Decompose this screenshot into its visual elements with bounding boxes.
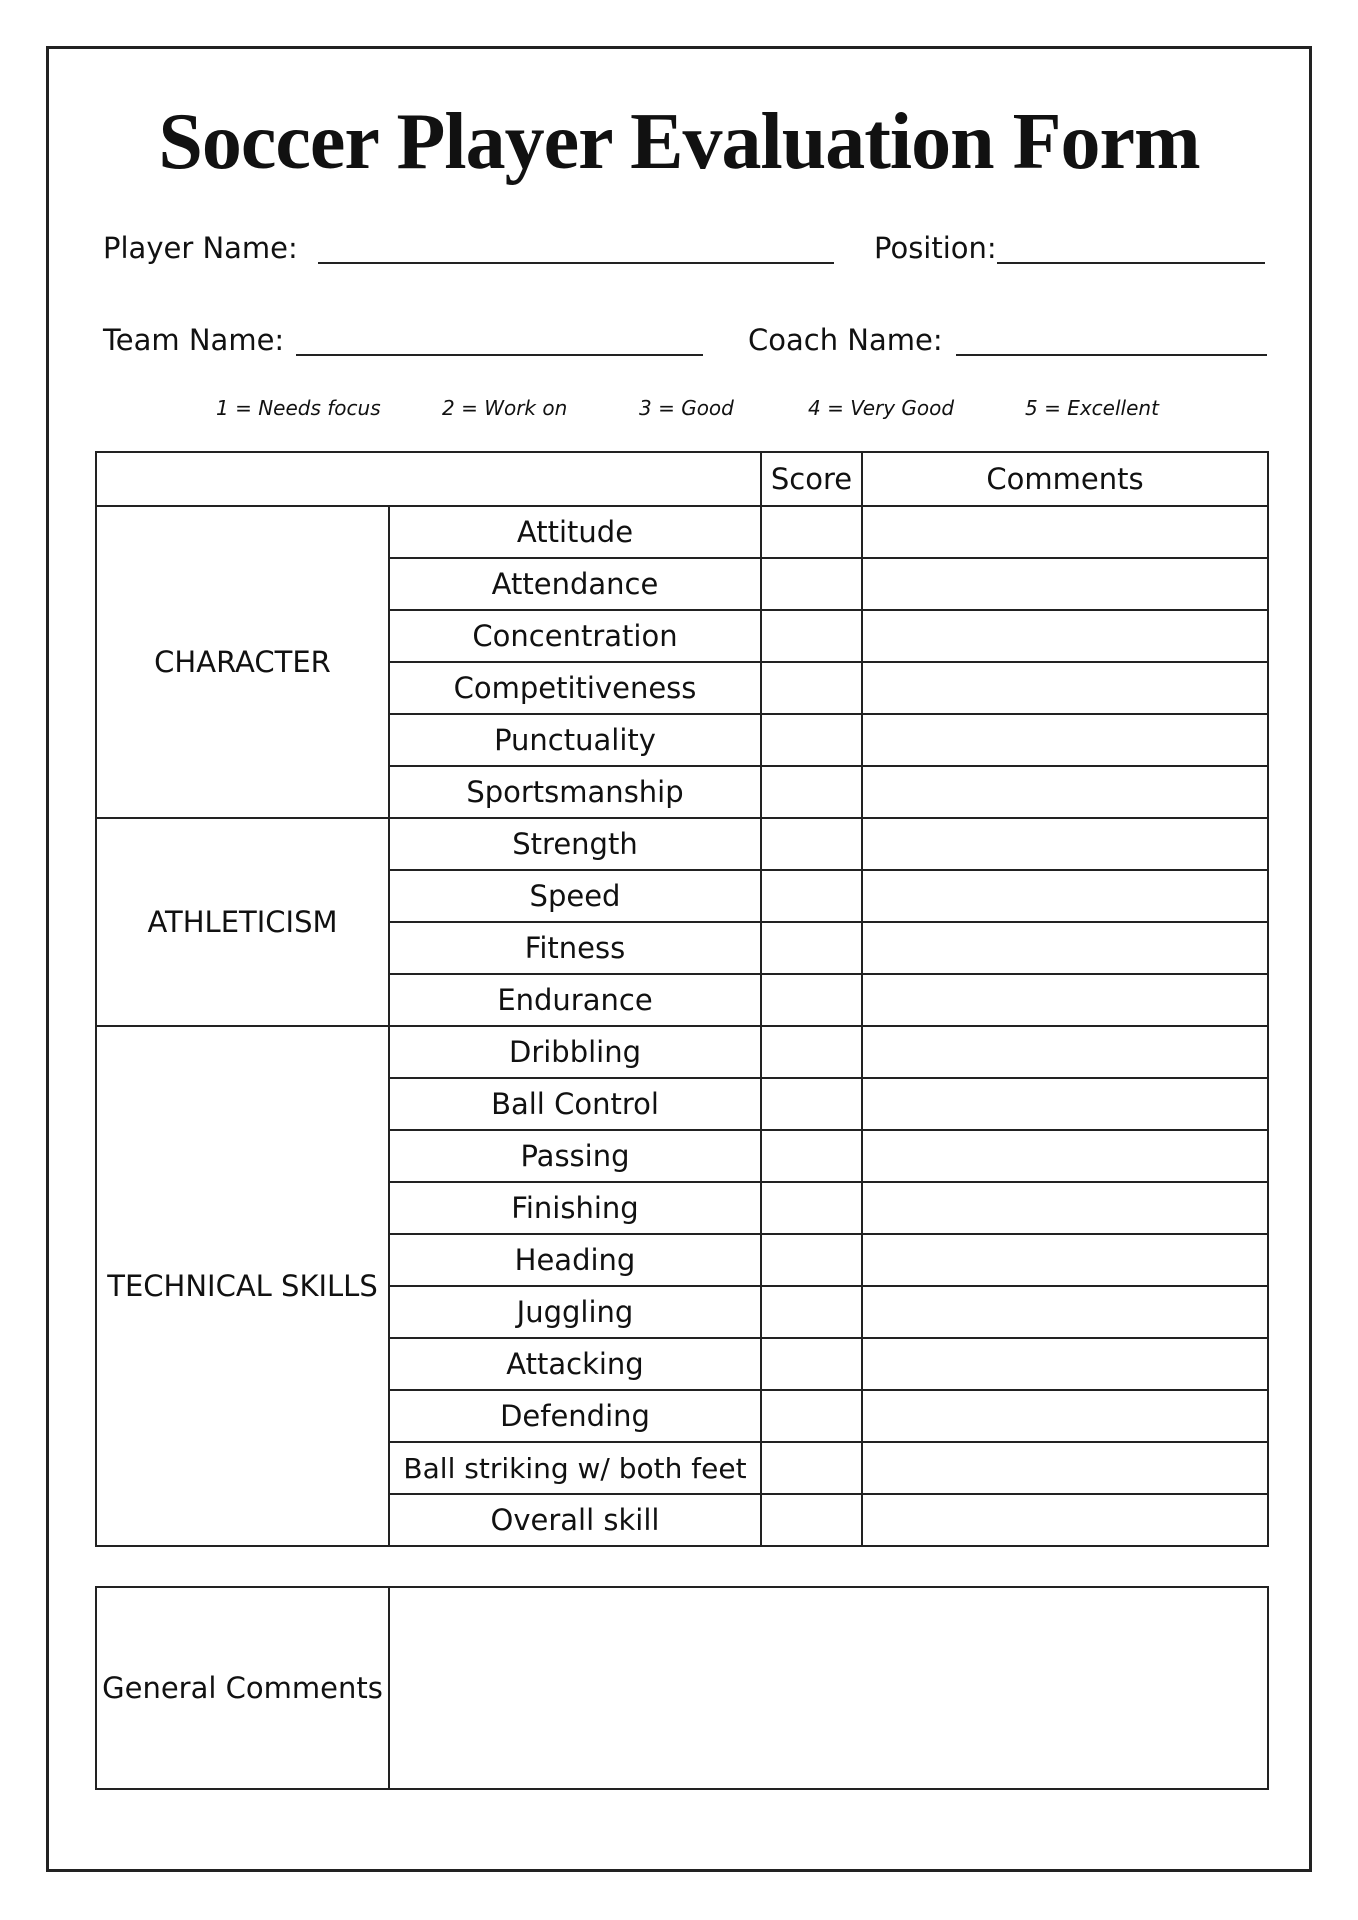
skill-label: Ball Control bbox=[389, 1078, 761, 1130]
score-cell[interactable] bbox=[761, 1078, 862, 1130]
legend-item: 2 = Work on bbox=[442, 396, 568, 420]
skill-label: Juggling bbox=[389, 1286, 761, 1338]
score-cell[interactable] bbox=[761, 870, 862, 922]
comments-cell[interactable] bbox=[862, 506, 1268, 558]
table-row bbox=[96, 1026, 1268, 1078]
comments-cell[interactable] bbox=[862, 1026, 1268, 1078]
score-cell[interactable] bbox=[761, 506, 862, 558]
skill-label: Dribbling bbox=[389, 1026, 761, 1078]
skill-label: Heading bbox=[389, 1234, 761, 1286]
team-name-field[interactable] bbox=[296, 354, 703, 356]
skill-label: Finishing bbox=[389, 1182, 761, 1234]
coach-name-label: Coach Name: bbox=[748, 323, 943, 357]
skill-label: Strength bbox=[389, 818, 761, 870]
skill-label: Fitness bbox=[389, 922, 761, 974]
score-cell[interactable] bbox=[761, 1182, 862, 1234]
general-comments-label: General Comments bbox=[96, 1587, 389, 1789]
skill-label: Attitude bbox=[389, 506, 761, 558]
skill-label: Passing bbox=[389, 1130, 761, 1182]
comments-cell[interactable] bbox=[862, 1286, 1268, 1338]
position-field[interactable] bbox=[997, 262, 1265, 264]
category-character: CHARACTER bbox=[96, 506, 389, 818]
comments-cell[interactable] bbox=[862, 1130, 1268, 1182]
legend-item: 3 = Good bbox=[639, 396, 734, 420]
score-cell[interactable] bbox=[761, 1442, 862, 1494]
comments-cell[interactable] bbox=[862, 766, 1268, 818]
skill-label: Endurance bbox=[389, 974, 761, 1026]
comments-cell[interactable] bbox=[862, 1234, 1268, 1286]
skill-label: Speed bbox=[389, 870, 761, 922]
comments-cell[interactable] bbox=[862, 662, 1268, 714]
comments-cell[interactable] bbox=[862, 1494, 1268, 1546]
score-cell[interactable] bbox=[761, 818, 862, 870]
coach-name-field[interactable] bbox=[956, 354, 1267, 356]
score-header: Score bbox=[761, 452, 862, 506]
skill-label: Concentration bbox=[389, 610, 761, 662]
skill-label: Overall skill bbox=[389, 1494, 761, 1546]
evaluation-table bbox=[95, 451, 1269, 1547]
general-comments-box[interactable] bbox=[389, 1587, 1268, 1789]
score-cell[interactable] bbox=[761, 714, 862, 766]
table-row bbox=[96, 506, 1268, 558]
category-athleticism: ATHLETICISM bbox=[96, 818, 389, 1026]
category-technical-skills: TECHNICAL SKILLS bbox=[96, 1026, 389, 1546]
player-name-field[interactable] bbox=[318, 262, 834, 264]
score-cell[interactable] bbox=[761, 1130, 862, 1182]
score-cell[interactable] bbox=[761, 922, 862, 974]
form-title: Soccer Player Evaluation Form bbox=[158, 98, 1200, 186]
skill-label: Ball striking w/ both feet bbox=[389, 1442, 761, 1494]
comments-cell[interactable] bbox=[862, 1338, 1268, 1390]
comments-cell[interactable] bbox=[862, 922, 1268, 974]
score-cell[interactable] bbox=[761, 662, 862, 714]
score-cell[interactable] bbox=[761, 1286, 862, 1338]
legend-item: 5 = Excellent bbox=[1025, 396, 1159, 420]
comments-cell[interactable] bbox=[862, 558, 1268, 610]
score-cell[interactable] bbox=[761, 558, 862, 610]
comments-header: Comments bbox=[862, 452, 1268, 506]
header-blank-cell bbox=[96, 452, 761, 506]
score-cell[interactable] bbox=[761, 1234, 862, 1286]
skill-label: Attacking bbox=[389, 1338, 761, 1390]
table-header-row bbox=[96, 452, 1268, 506]
comments-cell[interactable] bbox=[862, 1442, 1268, 1494]
general-comments-table bbox=[95, 1586, 1269, 1790]
legend-item: 1 = Needs focus bbox=[216, 396, 381, 420]
comments-cell[interactable] bbox=[862, 1078, 1268, 1130]
comments-cell[interactable] bbox=[862, 1390, 1268, 1442]
score-cell[interactable] bbox=[761, 974, 862, 1026]
score-cell[interactable] bbox=[761, 610, 862, 662]
score-cell[interactable] bbox=[761, 1494, 862, 1546]
comments-cell[interactable] bbox=[862, 818, 1268, 870]
score-cell[interactable] bbox=[761, 1390, 862, 1442]
skill-label: Competitiveness bbox=[389, 662, 761, 714]
skill-label: Sportsmanship bbox=[389, 766, 761, 818]
score-cell[interactable] bbox=[761, 1338, 862, 1390]
comments-cell[interactable] bbox=[862, 974, 1268, 1026]
position-label: Position: bbox=[874, 231, 997, 265]
team-name-label: Team Name: bbox=[103, 323, 285, 357]
skill-label: Defending bbox=[389, 1390, 761, 1442]
comments-cell[interactable] bbox=[862, 870, 1268, 922]
comments-cell[interactable] bbox=[862, 1182, 1268, 1234]
score-cell[interactable] bbox=[761, 1026, 862, 1078]
skill-label: Attendance bbox=[389, 558, 761, 610]
comments-cell[interactable] bbox=[862, 714, 1268, 766]
player-name-label: Player Name: bbox=[103, 231, 298, 265]
comments-cell[interactable] bbox=[862, 610, 1268, 662]
skill-label: Punctuality bbox=[389, 714, 761, 766]
score-cell[interactable] bbox=[761, 766, 862, 818]
legend-item: 4 = Very Good bbox=[808, 396, 955, 420]
table-row bbox=[96, 818, 1268, 870]
